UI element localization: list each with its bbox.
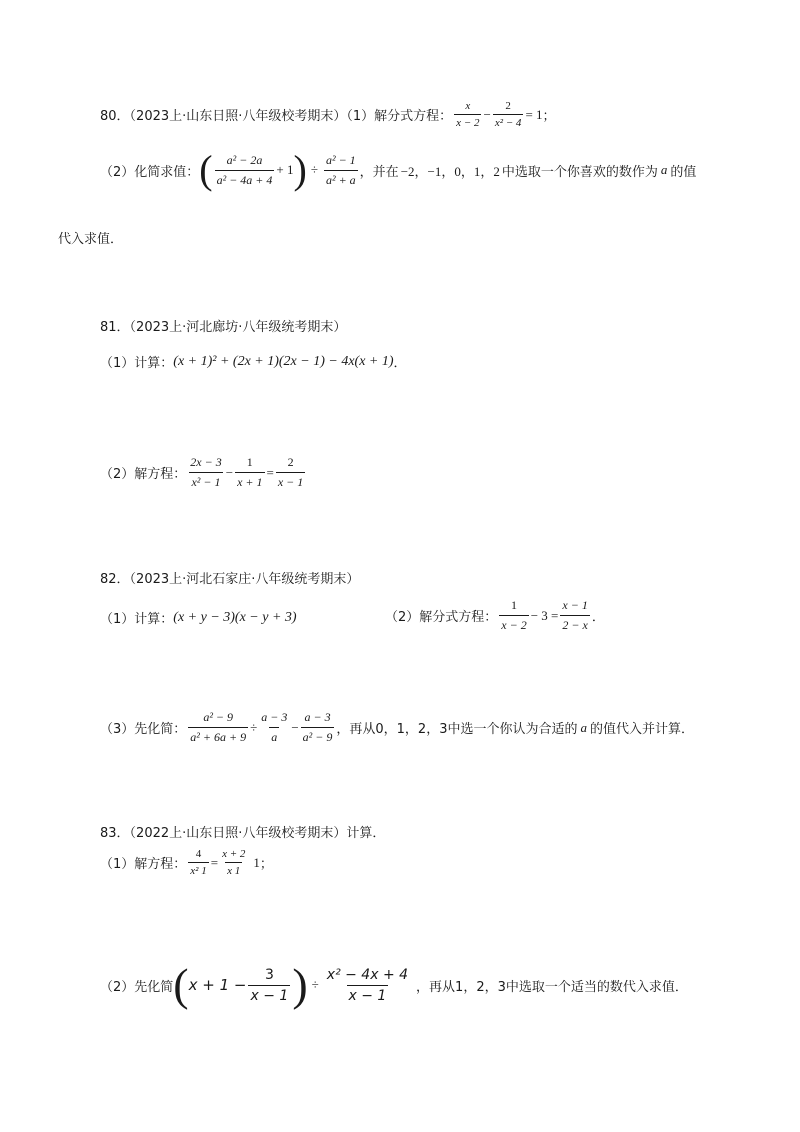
q83-p2-label: （2）先化简 bbox=[100, 979, 174, 995]
q80-eq1-frac2: $\frac{2}{\text{x² − 4}}$ bbox=[494, 100, 522, 129]
q83-header: 83．（2022上·山东日照·八年级校考期末）计算． bbox=[100, 826, 386, 841]
q83-p1-label: （1）解方程： bbox=[100, 857, 187, 872]
q80-eq1-frac1: $\frac{x}{x - 2}$ bbox=[456, 100, 480, 129]
q80-line1: 80．（2023上·山东日照·八年级校考期末）（1）解分式方程： $\frac{x}{x - 2}$ − $\frac{2}{\text{x² − 4}}$ = 1 ； bbox=[100, 100, 556, 129]
q81-header: 81．（2023上·河北廊坊·八年级统考期末） bbox=[100, 320, 347, 335]
q81-line2: （2）解方程： $\frac{2x - 3}{\text{x² − 1}}$ − $\frac{1}{x + 1}$ = $\frac{2}{x - 1}$ bbox=[100, 455, 304, 489]
q82-p1-label: （1）计算： bbox=[100, 612, 174, 627]
q82-line2: （2）解分式方程： $\frac{1}{x - 2}$ − 3 = $\frac{x - 1}{2 - x}$ ． bbox=[385, 598, 605, 632]
q82-header: 82．（2023上·河北石家庄·八年级统考期末） bbox=[100, 572, 360, 587]
q81-line1: （1）计算： (x + 1)² + (2x + 1)(2x − 1) − 4x(x + 1) ． bbox=[100, 353, 407, 371]
q80-line2: （2）化简求值： ( $\frac{\text{a² − 2a}}{\text{a² − 4a + 4}}$ + 1 ) ÷ $\frac{\text{a² − 1}}{\text{a² + a}}$ ，并在 −2，−1，0，1，2 中选取一个你喜欢的数作为 a 的值 bbox=[100, 147, 697, 192]
q80-header: 80．（2023上·山东日照·八年级校考期末）（1）解分式方程： bbox=[100, 109, 453, 124]
q81-p2-label: （2）解方程： bbox=[100, 467, 187, 482]
q83-line2: （2）先化简 ( x + 1 − $\frac{3}{x - 1}$ ) ÷ $\frac{\text{x² − 4x + 4}}{x - 1}$ ，再从1，2，3中选取一个适当的数代入求值． bbox=[100, 959, 688, 1010]
q80-p2-frac2: $\frac{\text{a² − 1}}{\text{a² + a}}$ bbox=[325, 152, 356, 187]
q81-p1-expr: (x + 1)² + (2x + 1)(2x − 1) − 4x(x + 1) bbox=[173, 353, 394, 369]
q82-p2-label: （2）解分式方程： bbox=[385, 610, 498, 625]
q82-p3-label: （3）先化简： bbox=[100, 722, 187, 737]
q82-p1-expr: (x + y − 3)(x − y + 3) bbox=[173, 609, 297, 625]
q81-p1-label: （1）计算： bbox=[100, 356, 174, 371]
q82-line3: （3）先化简： $\frac{\text{a² − 9}}{\text{a² + 6a + 9}}$ ÷ $\frac{a - 3}{a}$ − $\frac{a - 3}{\text{a² − 9}}$ ，再从0，1，2，3中选一个你认为合适的 a 的值代入并计算． bbox=[100, 710, 694, 744]
q82-line1 bbox=[100, 608, 297, 627]
q83-line1: （1）解方程： $\frac{4}{\text{x² 1}}$ = $\frac{x + 2}{x 1}$ 1 ； bbox=[100, 848, 273, 877]
q80-p2-label: （2）化简求值： bbox=[100, 164, 200, 180]
q80-line3: 代入求值． bbox=[58, 232, 124, 247]
q80-p2-frac1: $\frac{\text{a² − 2a}}{\text{a² − 4a + 4}}$ bbox=[216, 152, 273, 187]
